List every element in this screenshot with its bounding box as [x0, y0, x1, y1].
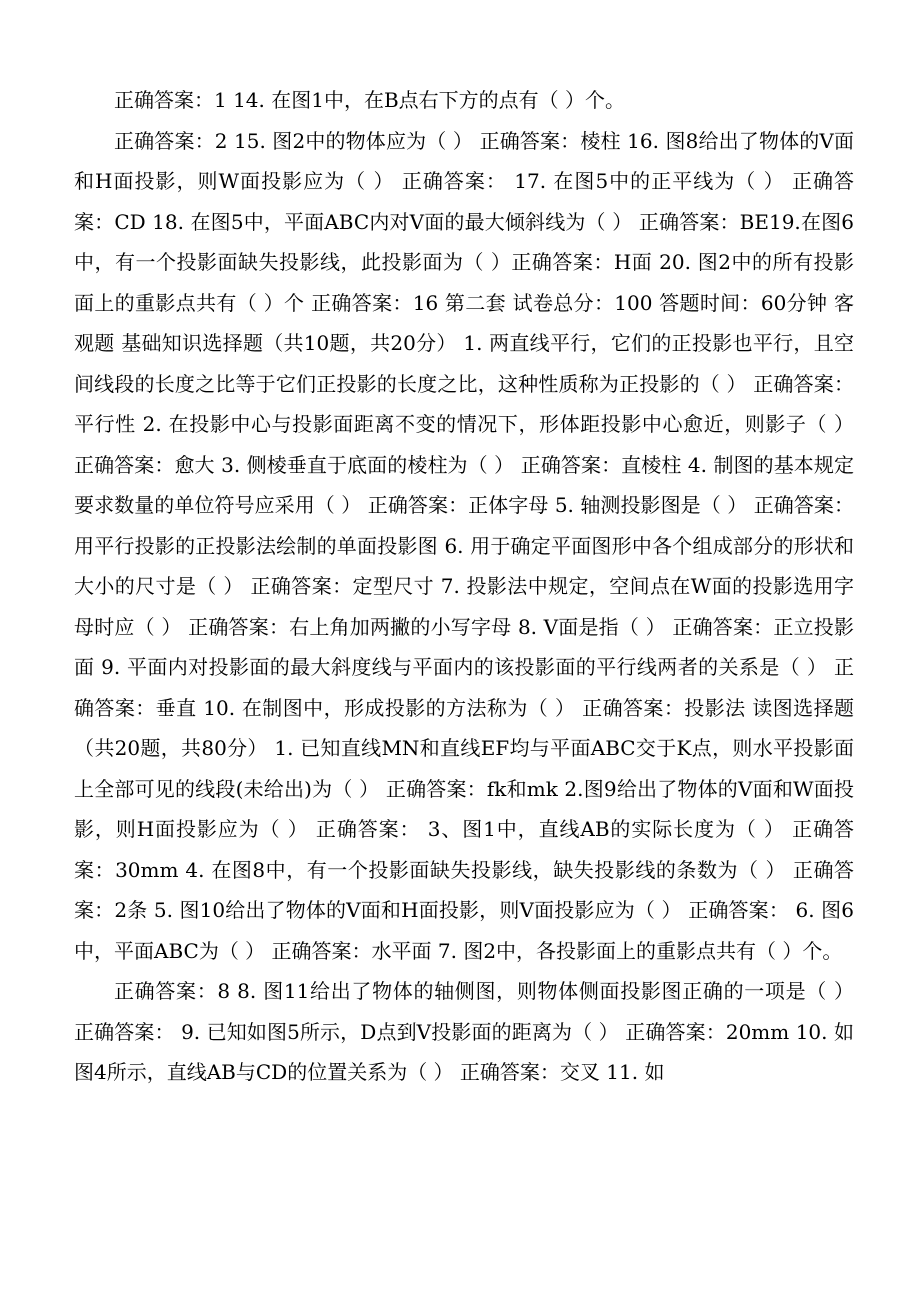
paragraph-2: 正确答案：2 15. 图2中的物体应为（ ） 正确答案：棱柱 16. 图8给出了物体的V面和H面投影，则W面投影应为（ ） 正确答案： 17. 在图5中的正平线为（ ） 正确答案：CD 18. 在图5中，平面ABC内对V面的最大倾斜线为（ ） 正确答案：BE19.在图6中，有一个投影面缺失投影线，此投影面为（ ）正确答案：H面 20. 图2中的所有投影面上的重影点共有（ ）个 正确答案：16 第二套 试卷总分：100 答题时间：60分钟 客观题 基础知识选择题（共10题，共20分） 1. 两直线平行，它们的正投影也平行，且空间线段的长度之比等于它们正投影的长度之比，这种性质称为正投影的（ ） 正确答案：平行性 2. 在投影中心与投影面距离不变的情况下，形体距投影中心愈近，则影子（ ） 正确答案：愈大 3. 侧棱垂直于底面的棱柱为（ ） 正确答案：直棱柱 4. 制图的基本规定要求数量的单位符号应采用（ ） 正确答案：正体字母 5. 轴测投影图是（ ） 正确答案：用平行投影的正投影法绘制的单面投影图 6. 用于确定平面图形中各个组成部分的形状和大小的尺寸是（ ） 正确答案：定型尺寸 7. 投影法中规定，空间点在W面的投影选用字母时应（ ） 正确答案：右上角加两撇的小写字母 8. V面是指（ ） 正确答案：正立投影面 9. 平面内对投影面的最大斜度线与平面内的该投影面的平行线两者的关系是（ ） 正确答案：垂直 10. 在制图中，形成投影的方法称为（ ） 正确答案：投影法 读图选择题（共20题，共80分） 1. 已知直线MN和直线EF均与平面ABC交于K点，则水平投影面上全部可见的线段(未给出)为（ ） 正确答案：fk和mk 2.图9给出了物体的V面和W面投影，则H面投影应为（ ） 正确答案： 3、图1中，直线AB的实际长度为（ ） 正确答案：30mm 4. 在图8中，有一个投影面缺失投影线，缺失投影线的条数为（ ） 正确答案：2条 5. 图10给出了物体的V面和H面投影，则V面投影应为（ ） 正确答案： 6. 图6中，平面ABC为（ ） 正确答案：水平面 7. 图2中，各投影面上的重影点共有（ ）个。 [74, 128, 854, 963]
document-page [74, 80, 854, 1093]
paragraph-1: 正确答案：1 14. 在图1中，在B点右下方的点有（ ）个。 [114, 88, 626, 112]
paragraph-3: 正确答案：8 8. 图11给出了物体的轴侧图，则物体侧面投影图正确的一项是（ ） 正确答案： 9. 已知如图5所示，D点到V投影面的距离为（ ） 正确答案：20mm 10. 如图4所示，直线AB与CD的位置关系为（ ） 正确答案：交叉 11. 如 [74, 979, 854, 1084]
